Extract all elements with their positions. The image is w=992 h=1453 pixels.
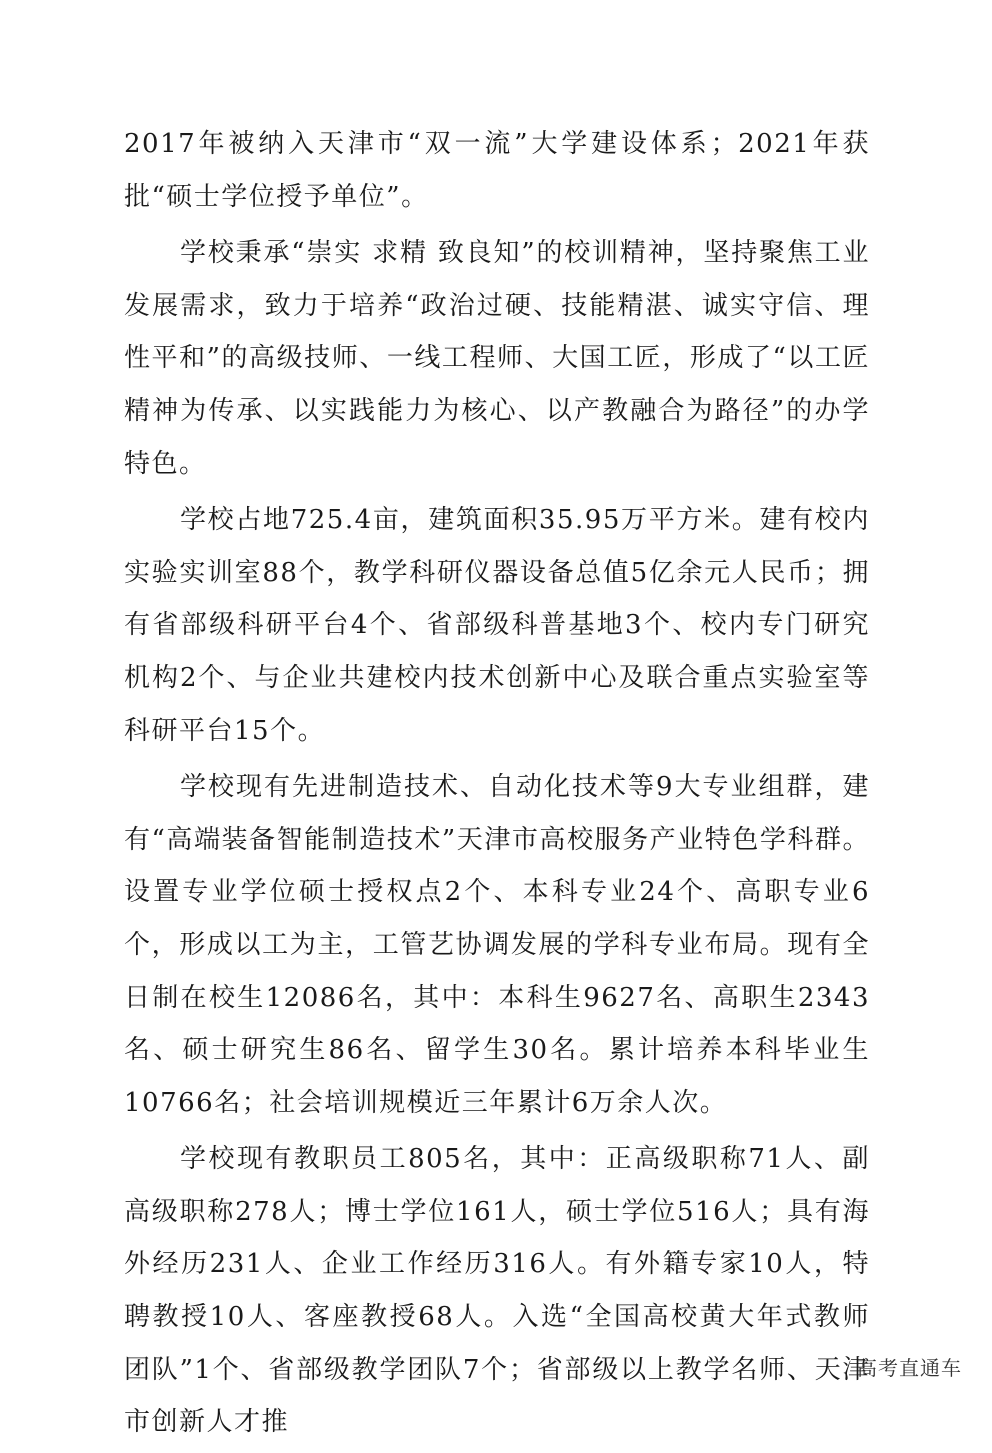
paragraph-motto: 学校秉承“崇实 求精 致良知”的校训精神，坚持聚焦工业发展需求，致力于培养“政治过硬、技能精湛、诚实守信、理性平和”的高级技师、一线工程师、大国工匠，形成了“以工匠精神为传承、以实践能力为核心、以产教融合为路径”的办学特色。 xyxy=(124,238,870,479)
paragraph-faculty: 学校现有教职员工805名，其中：正高级职称71人、副高级职称278人；博士学位161人，硕士学位516人；具有海外经历231人、企业工作经历316人。有外籍专家10人，特聘教授10人、客座教授68人。入选“全国高校黄大年式教师团队”1个、省部级教学团队7个；省部级以上教学名师、天津市创新人才推 xyxy=(124,1144,870,1438)
watermark: 高考直通车 xyxy=(857,1356,962,1380)
paragraph-continuation: 2017年被纳入天津市“双一流”大学建设体系；2021年获批“硕士学位授予单位”。 xyxy=(124,129,870,212)
paragraph-campus: 学校占地725.4亩，建筑面积35.95万平方米。建有校内实验实训室88个，教学科研仪器设备总值5亿余元人民币；拥有省部级科研平台4个、省部级科普基地3个、校内专门研究机构2个、与企业共建校内技术创新中心及联合重点实验室等科研平台15个。 xyxy=(124,505,870,746)
paragraph-programs: 学校现有先进制造技术、自动化技术等9大专业组群，建有“高端装备智能制造技术”天津市高校服务产业特色学科群。设置专业学位硕士授权点2个、本科专业24个、高职专业6个，形成以工为主，工管艺协调发展的学科专业布局。现有全日制在校生12086名，其中：本科生9627名、高职生2343名、硕士研究生86名、留学生30名。累计培养本科毕业生10766名；社会培训规模近三年累计6万余人次。 xyxy=(124,772,870,1118)
document-body xyxy=(124,118,870,1453)
